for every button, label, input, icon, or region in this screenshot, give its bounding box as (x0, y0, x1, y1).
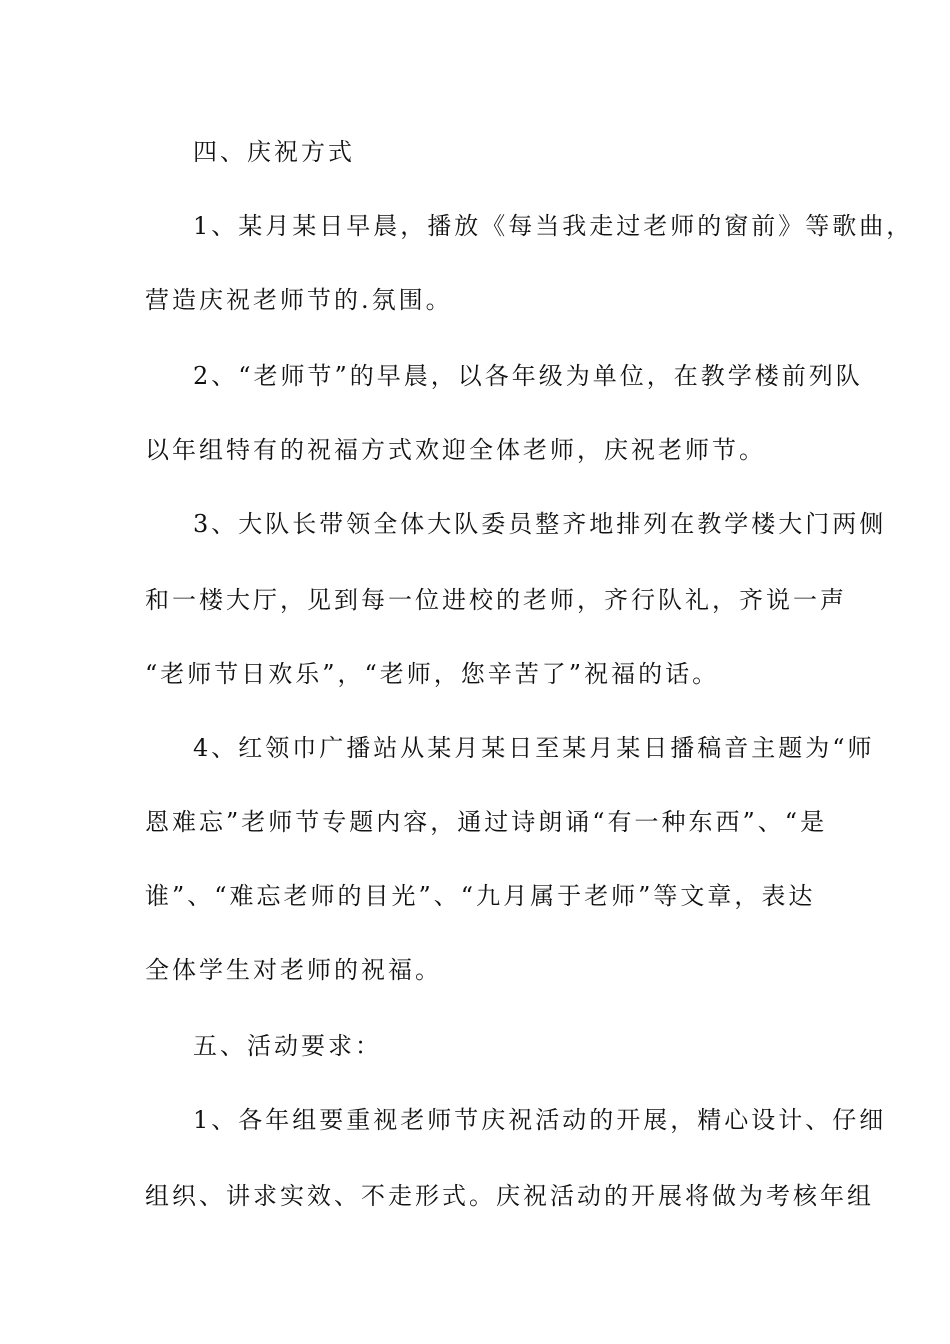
paragraph-line: 1、各年组要重视老师节庆祝活动的开展，精心设计、仔细 (193, 1106, 887, 1134)
paragraph-line: 以年组特有的祝福方式欢迎全体老师，庆祝老师节。 (145, 436, 766, 464)
paragraph-line: 营造庆祝老师节的.氛围。 (145, 286, 453, 314)
paragraph-line: 全体学生对老师的祝福。 (145, 956, 442, 984)
paragraph-line: 和一楼大厅，见到每一位进校的老师，齐行队礼，齐说一声 (145, 586, 847, 614)
section-heading-activity-requirements: 五、活动要求： (193, 1032, 382, 1060)
paragraph-line: 1、某月某日早晨，播放《每当我走过老师的窗前》等歌曲， (193, 212, 914, 240)
section-heading-celebration-methods: 四、庆祝方式 (193, 138, 355, 166)
paragraph-line: 谁”、“难忘老师的目光”、“九月属于老师”等文章，表达 (145, 882, 816, 910)
paragraph-line: 4、红领巾广播站从某月某日至某月某日播稿音主题为“师 (193, 734, 875, 762)
paragraph-line: “老师节日欢乐”，“老师，您辛苦了”祝福的话。 (145, 660, 720, 688)
paragraph-line: 恩难忘”老师节专题内容，通过诗朗诵“有一种东西”、“是 (145, 808, 828, 836)
paragraph-line: 组织、讲求实效、不走形式。庆祝活动的开展将做为考核年组 (145, 1182, 874, 1210)
paragraph-line: 3、大队长带领全体大队委员整齐地排列在教学楼大门两侧 (193, 510, 887, 538)
paragraph-line: 2、“老师节”的早晨，以各年级为单位，在教学楼前列队 (193, 362, 863, 390)
